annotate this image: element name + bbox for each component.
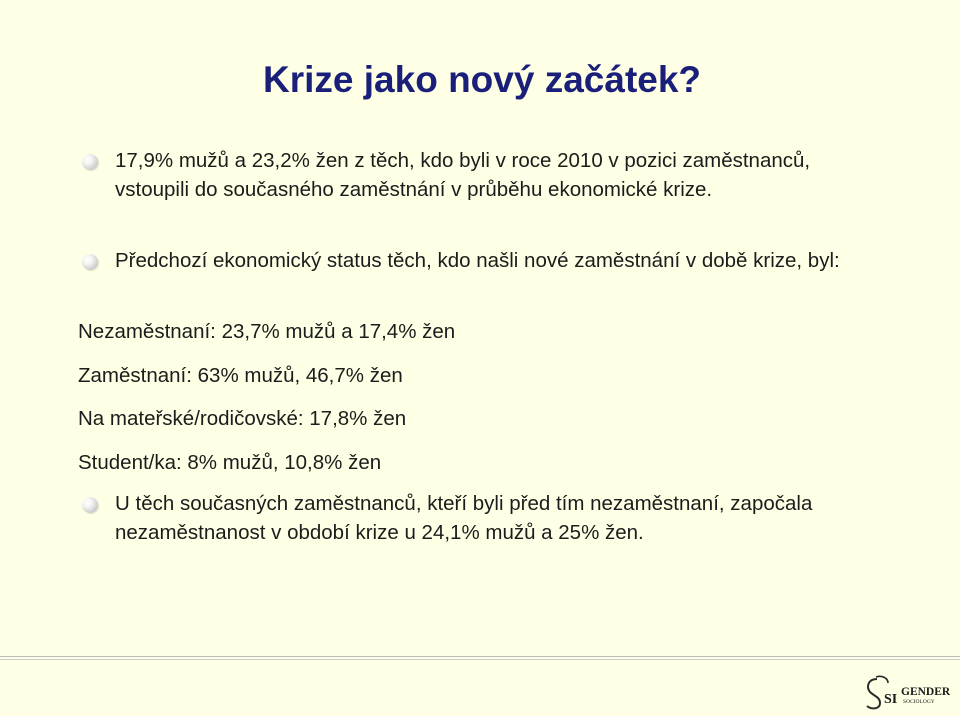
logo-subtext: SOCIOLOGY: [903, 699, 935, 705]
slide-title: Krize jako nový začátek?: [263, 59, 702, 100]
bullet-item: [78, 146, 858, 204]
status-line-student: Student/ka: 8% mužů, 10,8% žen: [78, 451, 382, 474]
status-line-unemployed: Nezaměstnaní: 23,7% mužů a 17,4% žen: [78, 320, 456, 343]
footer-divider: [0, 656, 960, 662]
bullet-text: U těch současných zaměstnanců, kteří byli před tím nezaměstnaní, započala nezaměstnanost v období krize u 24,1% mužů a 25% žen.: [115, 492, 813, 544]
bullet-text: 17,9% mužů a 23,2% žen z těch, kdo byli v roce 2010 v pozici zaměstnanců, vstoupili do současného zaměstnání v průběhu ekonomické krize.: [115, 149, 811, 201]
bullet-icon: [82, 154, 98, 170]
bullet-item: [78, 246, 858, 275]
status-line-employed: Zaměstnaní: 63% mužů, 46,7% žen: [78, 364, 403, 387]
bullet-icon: [82, 254, 98, 270]
status-line-maternity: Na mateřské/rodičovské: 17,8% žen: [78, 407, 407, 430]
logo-text: GENDER: [901, 686, 951, 698]
logo-graphic: [864, 673, 956, 711]
bullet-item: [78, 489, 858, 547]
bullet-text: Předchozí ekonomický status těch, kdo našli nové zaměstnání v době krize, byl:: [115, 249, 840, 272]
bullet-icon: [82, 497, 98, 513]
logo-letters: SI: [884, 692, 898, 707]
gender-sociology-logo: [864, 673, 956, 711]
